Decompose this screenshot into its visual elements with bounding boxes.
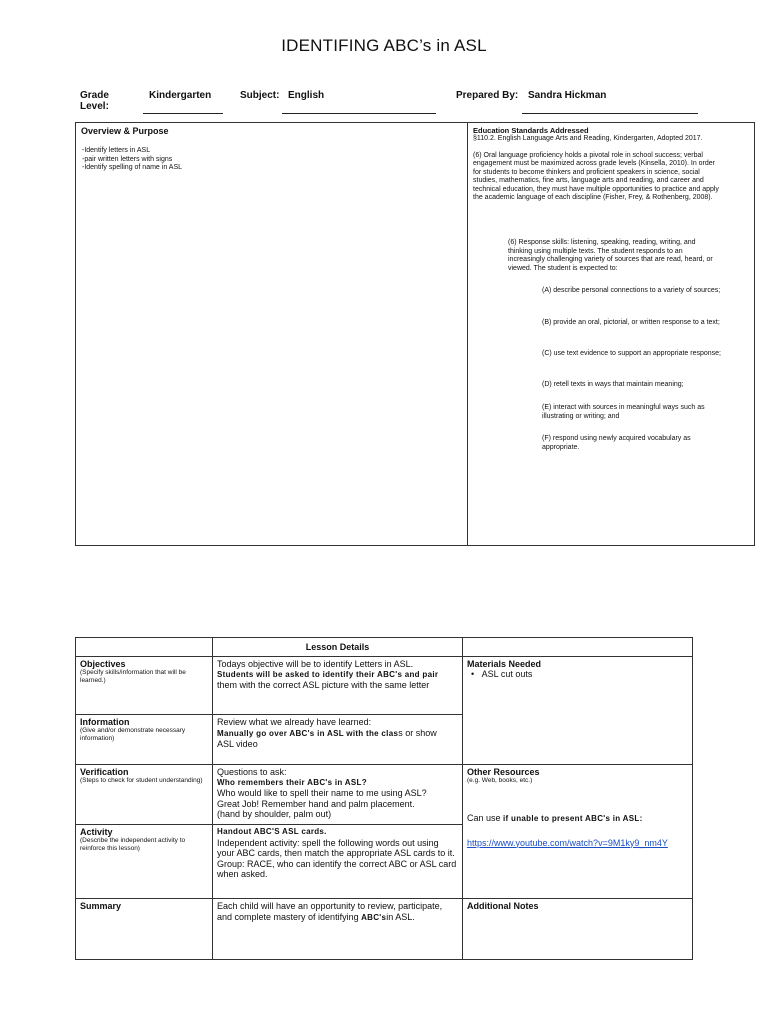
verification-line: (hand by shoulder, palm out) — [217, 809, 332, 819]
verification-content — [213, 765, 463, 825]
objectives-label: Objectives — [80, 659, 126, 669]
materials-label: Materials Needed — [467, 659, 542, 669]
notes-label: Additional Notes — [467, 901, 539, 911]
subject-underline — [282, 113, 436, 114]
standards-item: (F) respond using newly acquired vocabulary as appropriate. — [542, 435, 691, 451]
empty-cell — [463, 638, 693, 657]
overview-item: -Identify spelling of name in ASL — [82, 164, 183, 171]
resources-link-wrap — [467, 833, 688, 851]
grade-label-line2: Level: — [80, 101, 109, 112]
summary-row — [76, 899, 693, 960]
resources-line-bold: if unable to present ABC's in ASL: — [503, 814, 643, 823]
activity-line-bold: Handout ABC'S ASL cards. — [217, 827, 327, 836]
verification-line-bold: Who remembers their ABC's in ASL? — [217, 777, 367, 787]
summary-label-cell — [76, 899, 213, 960]
objectives-line-bold: Students will be asked to identify their ABC's and pair — [217, 669, 439, 679]
lesson-details-heading: Lesson Details — [213, 638, 463, 657]
subject-value: English — [288, 90, 325, 101]
information-line: Review what we already have learned: — [217, 717, 372, 727]
activity-sub: (Describe the independent activity to reinforce this lesson) — [80, 837, 186, 852]
standards-item: (E) interact with sources in meaningful ways such as illustrating or writing; and — [542, 404, 705, 420]
activity-label: Activity — [80, 827, 113, 837]
standards-heading: Education Standards Addressed — [473, 126, 589, 135]
lesson-header-row — [76, 638, 693, 657]
verification-line: Great Job! Remember hand and palm placement. — [217, 798, 415, 809]
verification-label: Verification — [80, 767, 129, 777]
prepared-by-label: Prepared By: — [456, 90, 519, 101]
verification-row — [76, 765, 693, 825]
standards-section — [473, 126, 721, 203]
resources-line-start: Can use — [467, 813, 504, 823]
overview-item: -pair written letters with signs — [82, 155, 173, 163]
materials-item — [467, 669, 688, 680]
notes-cell — [463, 899, 693, 960]
verification-line: Who would like to spell their name to me using ASL? — [217, 788, 427, 798]
activity-line: Independent activity: spell the following words out using your ABC cards, then match the appropriate ASL cards to it. — [217, 837, 455, 858]
prepared-by-value: Sandra Hickman — [528, 90, 607, 101]
empty-cell — [76, 638, 213, 657]
information-line-bold: Manually go over ABC's in ASL with the clas — [217, 728, 399, 738]
youtube-link[interactable]: https://www.youtube.com/watch?v=9M1ky9_nm4Y — [467, 837, 668, 848]
information-label: Information — [80, 717, 130, 727]
objectives-row — [76, 657, 693, 715]
activity-label-cell — [76, 825, 213, 899]
resources-sub: (e.g. Web, books, etc.) — [467, 777, 533, 784]
verification-label-cell — [76, 765, 213, 825]
subject-label: Subject: — [240, 90, 280, 101]
prepared-underline — [522, 113, 698, 114]
objectives-label-cell — [76, 657, 213, 715]
overview-list — [82, 147, 382, 173]
verification-sub: (Steps to check for student understanding) — [80, 777, 203, 784]
information-content — [213, 715, 463, 765]
grade-level-label — [80, 90, 109, 112]
objectives-sub: (Specify skills/information that will be learned.) — [80, 669, 186, 684]
overview-standards-box — [75, 122, 755, 546]
summary-text-bold: ABC's — [361, 912, 387, 922]
overview-heading: Overview & Purpose — [81, 126, 169, 136]
standards-item: (B) provide an oral, pictorial, or written response to a text; — [542, 319, 720, 326]
bullet-icon: • — [471, 669, 475, 679]
overview-item: -Identify letters in ASL — [82, 147, 151, 154]
standards-item: (D) retell texts in ways that maintain meaning; — [542, 381, 684, 388]
information-line-rest: s or show — [398, 727, 437, 738]
page-title: IDENTIFING ABC’s in ASL — [281, 36, 487, 55]
verification-line: Questions to ask: — [217, 767, 287, 777]
materials-item-text: ASL cut outs — [481, 669, 533, 679]
resources-label: Other Resources — [467, 767, 540, 777]
information-line: ASL video — [217, 739, 258, 749]
objectives-content — [213, 657, 463, 715]
objectives-line: them with the correct ASL picture with the same letter — [217, 680, 430, 690]
materials-cell — [463, 657, 693, 765]
response-skills: (6) Response skills: listening, speaking, reading, writing, and thinking using multiple texts. The student responds to an increasingly challenging variety of sources that are read, heard, or viewed. The student is expected to: — [508, 239, 713, 272]
summary-text: Each child will have an opportunity to review, participate, and complete mastery of identifying — [217, 901, 443, 922]
grade-label-line1: Grade — [80, 90, 109, 101]
column-divider — [467, 123, 468, 545]
grade-value: Kindergarten — [149, 90, 212, 101]
resources-cell — [463, 765, 693, 899]
standards-item: (A) describe personal connections to a variety of sources; — [542, 287, 721, 294]
information-sub: (Give and/or demonstrate necessary information) — [80, 727, 186, 742]
standards-intro: §110.2. English Language Arts and Reading, Kindergarten, Adopted 2017. — [473, 135, 703, 142]
standards-para6: (6) Oral language proficiency holds a pivotal role in school success; verbal engagement must be maximized across grade levels (Kinsella, 2010). In order for students to become thinkers and proficient speakers in science, social studies, mathematics, fine arts, language arts and reading, and career and technical education, they must have multiple opportunities to practice and apply the academic language of each discipline (Fisher, Frey, & Rothenberg, 2008). — [473, 151, 719, 201]
activity-line: Group: RACE, who can identify the correct ABC or ASL card when asked. — [217, 858, 457, 879]
summary-text-end: in ASL. — [386, 911, 415, 922]
lesson-details-table — [75, 637, 693, 960]
resources-line — [467, 813, 688, 825]
standards-item: (C) use text evidence to support an appropriate response; — [542, 350, 721, 357]
summary-label: Summary — [80, 901, 122, 911]
information-label-cell — [76, 715, 213, 765]
summary-content — [213, 899, 463, 960]
grade-underline — [143, 113, 223, 114]
activity-content — [213, 825, 463, 899]
objectives-line: Todays objective will be to identify Letters in ASL. — [217, 659, 414, 669]
